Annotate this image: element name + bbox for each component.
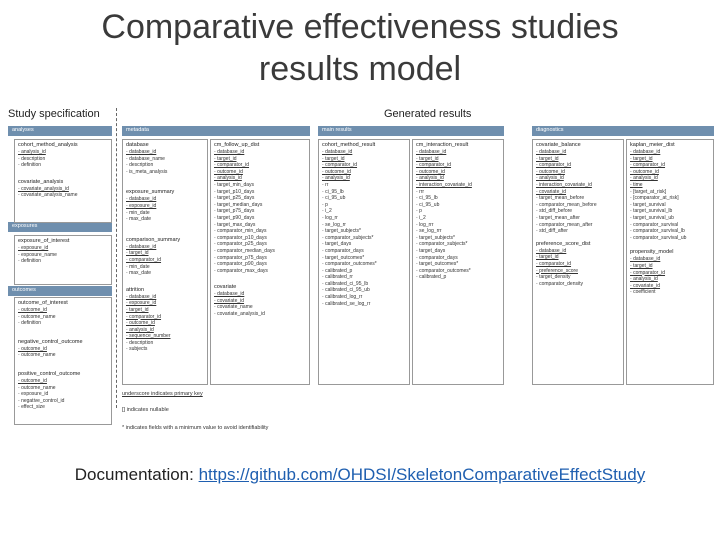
field-item: - target_min_days	[214, 182, 306, 189]
field-item: - description	[18, 156, 108, 163]
field-item: - analysis_id	[630, 175, 710, 182]
field-item: - ci_95_ub	[322, 195, 406, 202]
analyses-group	[14, 139, 112, 223]
field-item: - target_mean_after	[536, 215, 620, 222]
field-item: - database_id	[630, 149, 710, 156]
field-list	[630, 256, 710, 296]
field-item: - rr	[322, 182, 406, 189]
field-item: - outcome_name	[18, 352, 108, 359]
table-covariate	[214, 284, 306, 317]
band-diagnostics-label: diagnostics	[536, 127, 564, 133]
outcomes-group	[14, 297, 112, 425]
field-item: - comparator_id	[630, 162, 710, 169]
table-title: kaplan_meier_dist	[630, 142, 675, 148]
field-item: - target_p25_days	[214, 195, 306, 202]
field-list	[126, 244, 204, 277]
field-item: - subjects	[126, 346, 204, 353]
field-item: - definition	[18, 162, 108, 169]
field-item: - covariate_id	[630, 283, 710, 290]
table-title: outcome_of_interest	[18, 300, 68, 306]
field-item: - comparator_mean_after	[536, 222, 620, 229]
field-item: - ci_95_ub	[416, 202, 500, 209]
field-item: - se_log_rrr	[416, 228, 500, 235]
field-item: - comparator_max_days	[214, 268, 306, 275]
generated-results-label: Generated results	[384, 108, 472, 120]
table-title: cohort_method_analysis	[18, 142, 78, 148]
field-list	[214, 149, 306, 274]
field-item: - max_date	[126, 270, 204, 277]
field-item: - analysis_id	[322, 175, 406, 182]
field-list	[18, 149, 108, 169]
documentation-label: Documentation:	[74, 465, 194, 484]
table-kaplan-meier-dist	[630, 142, 710, 241]
field-item: - comparator_id	[416, 162, 500, 169]
field-list	[214, 291, 306, 317]
field-list	[18, 245, 108, 265]
field-item: - calibrated_se_log_rr	[322, 301, 406, 308]
table-database	[126, 142, 204, 175]
field-list	[322, 149, 406, 307]
field-item: - definition	[18, 258, 108, 265]
field-item: - comparator_survival_ub	[630, 235, 710, 242]
field-item: - analysis_id	[214, 175, 306, 182]
field-item: - target_id	[214, 156, 306, 163]
band-exposures-label: exposures	[12, 223, 38, 229]
table-cm-interaction-result	[416, 142, 500, 281]
field-item: - comparator_id	[630, 270, 710, 277]
field-item: - calibrated_ci_95_ub	[322, 287, 406, 294]
field-item: - calibrated_p	[322, 268, 406, 275]
field-list	[416, 149, 500, 281]
field-item: - exposure_id	[126, 300, 204, 307]
field-item: - preference_score	[536, 268, 620, 275]
table-attrition	[126, 287, 204, 353]
table-title: exposure_of_interest	[18, 238, 70, 244]
field-item: - outcome_id	[18, 307, 108, 314]
field-item: - comparator_outcomes*	[416, 268, 500, 275]
field-item: - exposure_name	[18, 252, 108, 259]
field-item: - log_rrr	[416, 222, 500, 229]
field-item: - covariate_analysis_id	[18, 186, 108, 193]
field-item: - covariate_id	[214, 298, 306, 305]
table-covariate-balance	[536, 142, 620, 235]
field-item: - database_id	[126, 244, 204, 251]
field-item: - comparator_p90_days	[214, 261, 306, 268]
field-item: - exposure_id	[18, 391, 108, 398]
field-item: - comparator_id	[322, 162, 406, 169]
table-title: cm_interaction_result	[416, 142, 469, 148]
field-item: - target_outcomes*	[416, 261, 500, 268]
field-item: - analysis_id	[18, 149, 108, 156]
table-title: covariate	[214, 284, 237, 291]
field-item: - comparator_survival	[630, 222, 710, 229]
field-item: - ci_95_lb	[322, 189, 406, 196]
field-item: - analysis_id	[416, 175, 500, 182]
field-item: - target_id	[630, 263, 710, 270]
band-outcomes-label: outcomes	[12, 287, 36, 293]
field-item: - comparator_min_days	[214, 228, 306, 235]
field-item: - interaction_covariate_id	[416, 182, 500, 189]
field-item: - is_meta_analysis	[126, 169, 204, 176]
field-item: - outcome_id	[18, 378, 108, 385]
field-item: - target_mean_before	[536, 195, 620, 202]
field-list	[18, 346, 108, 359]
field-item: - definition	[18, 320, 108, 327]
field-item: - exposure_id	[126, 203, 204, 210]
field-item: - comparator_median_days	[214, 248, 306, 255]
band-main-results-label: main results	[322, 127, 352, 133]
metadata-group-2	[210, 139, 310, 385]
field-item: - target_survival	[630, 202, 710, 209]
field-item: - covariate_name	[214, 304, 306, 311]
table-title: comparison_summary	[126, 236, 181, 243]
field-item: - database_id	[536, 248, 620, 255]
band-analyses-label: analyses	[12, 127, 34, 133]
band-metadata	[122, 126, 310, 136]
field-list	[18, 186, 108, 199]
table-cohort-method-result	[322, 142, 406, 307]
field-item: - i_2	[416, 215, 500, 222]
diagnostics-group-2	[626, 139, 714, 385]
field-item: - max_date	[126, 216, 204, 223]
field-item: - effect_size	[18, 404, 108, 411]
field-item: - sequence_number	[126, 333, 204, 340]
field-item: - calibrated_p	[416, 274, 500, 281]
page-title	[0, 6, 720, 90]
field-item: - target_id	[416, 156, 500, 163]
table-positive-control-outcome	[18, 371, 108, 411]
exposures-group	[14, 235, 112, 285]
metadata-group-1	[122, 139, 208, 385]
field-item: - comparator_p25_days	[214, 241, 306, 248]
field-item: - outcome_name	[18, 385, 108, 392]
legend-identifiability: * indicates fields with a minimum value to avoid identifiability	[122, 425, 269, 431]
field-item: - covariate_analysis_id	[214, 311, 306, 318]
table-cm-follow-up-dist	[214, 142, 306, 274]
band-exposures	[8, 222, 112, 232]
documentation-line	[0, 465, 720, 485]
field-item: - i_2	[322, 208, 406, 215]
field-item: - target_density	[536, 274, 620, 281]
band-main-results	[318, 126, 504, 136]
field-item: - [comparator_at_risk]	[630, 195, 710, 202]
field-item: - database_name	[126, 156, 204, 163]
field-item: - analysis_id	[536, 175, 620, 182]
table-title: exposure_summary	[126, 189, 175, 196]
title-line-1: Comparative effectiveness studies	[101, 8, 619, 46]
field-item: - std_diff_after	[536, 228, 620, 235]
field-item: - comparator_days	[322, 248, 406, 255]
field-item: - calibrated_rr	[322, 274, 406, 281]
field-item: - p	[322, 202, 406, 209]
legend-nullable: [] indicates nullable	[122, 407, 169, 413]
main-results-group-2	[412, 139, 504, 385]
field-item: - database_id	[214, 149, 306, 156]
field-item: - target_id	[630, 156, 710, 163]
field-list	[536, 248, 620, 288]
field-item: - target_p10_days	[214, 189, 306, 196]
field-item: - comparator_id	[126, 314, 204, 321]
field-item: - comparator_subjects*	[322, 235, 406, 242]
field-list	[126, 196, 204, 222]
field-item: - database_id	[322, 149, 406, 156]
field-item: - interaction_covariate_id	[536, 182, 620, 189]
field-item: - comparator_id	[126, 257, 204, 264]
field-item: - target_p90_days	[214, 215, 306, 222]
field-item: - outcome_id	[126, 320, 204, 327]
field-item: - outcome_id	[214, 169, 306, 176]
table-propensity-model	[630, 249, 710, 296]
band-diagnostics	[532, 126, 714, 136]
field-item: - database_id	[126, 294, 204, 301]
field-item: - target_id	[126, 250, 204, 257]
field-item: - target_p75_days	[214, 208, 306, 215]
field-item: - target_median_days	[214, 202, 306, 209]
field-item: - time	[630, 182, 710, 189]
field-item: - outcome_id	[630, 169, 710, 176]
field-item: - rrr	[416, 189, 500, 196]
table-comparison-summary	[126, 237, 204, 277]
field-item: - comparator_id	[214, 162, 306, 169]
field-item: - target_id	[126, 307, 204, 314]
table-exposure-of-interest	[18, 238, 108, 265]
diagnostics-group-1	[532, 139, 624, 385]
table-preference-score-dist	[536, 241, 620, 288]
field-item: - std_diff_before	[536, 208, 620, 215]
field-item: - target_subjects*	[416, 235, 500, 242]
table-title: attrition	[126, 286, 145, 293]
field-item: - target_outcomes*	[322, 255, 406, 262]
field-item: - outcome_id	[322, 169, 406, 176]
field-item: - target_id	[536, 254, 620, 261]
field-item: - target_days	[416, 248, 500, 255]
field-item: - target_survival_ub	[630, 215, 710, 222]
field-item: - exposure_id	[18, 245, 108, 252]
table-cohort-method-analysis	[18, 142, 108, 169]
table-title: positive_control_outcome	[18, 370, 81, 377]
field-item: - description	[126, 162, 204, 169]
field-item: - ci_95_lb	[416, 195, 500, 202]
field-item: - comparator_density	[536, 281, 620, 288]
field-item: - negative_control_id	[18, 398, 108, 405]
main-results-group-1	[318, 139, 410, 385]
field-item: - calibrated_log_rr	[322, 294, 406, 301]
field-item: - outcome_name	[18, 314, 108, 321]
field-item: - covariate_id	[536, 189, 620, 196]
field-list	[18, 378, 108, 411]
table-title: preference_score_dist	[536, 240, 591, 247]
field-list	[126, 149, 204, 175]
field-item: - log_rr	[322, 215, 406, 222]
field-item: - comparator_p75_days	[214, 255, 306, 262]
field-item: - database_id	[126, 196, 204, 203]
legend-primary-key: underscore indicates primary key	[122, 391, 203, 397]
field-item: - comparator_id	[536, 162, 620, 169]
field-item: - target_days	[322, 241, 406, 248]
table-title: covariate_balance	[536, 142, 581, 148]
field-item: - comparator_days	[416, 255, 500, 262]
field-item: - comparator_id	[536, 261, 620, 268]
field-item: - se_log_rr	[322, 222, 406, 229]
section-divider	[116, 108, 117, 408]
field-item: - target_survival_lb	[630, 208, 710, 215]
table-title: negative_control_outcome	[18, 338, 83, 345]
field-list	[536, 149, 620, 235]
field-list	[18, 307, 108, 327]
table-outcome-of-interest	[18, 300, 108, 327]
documentation-link[interactable]: https://github.com/OHDSI/SkeletonComparativeEffectStudy	[198, 465, 646, 484]
field-item: - covariate_analysis_name	[18, 192, 108, 199]
field-item: - database_id	[126, 149, 204, 156]
table-exposure-summary	[126, 189, 204, 222]
field-list	[126, 294, 204, 353]
field-item: - min_date	[126, 264, 204, 271]
field-item: - coefficient	[630, 289, 710, 296]
field-item: - database_id	[536, 149, 620, 156]
field-item: - comparator_survival_lb	[630, 228, 710, 235]
table-title: propensity_model	[630, 249, 674, 256]
field-list	[630, 149, 710, 241]
field-item: - p	[416, 208, 500, 215]
study-spec-label: Study specification	[8, 108, 100, 120]
table-title: cohort_method_result	[322, 142, 376, 148]
table-title: database	[126, 142, 149, 148]
field-item: - analysis_id	[126, 327, 204, 334]
field-item: - target_max_days	[214, 222, 306, 229]
field-item: - target_subjects*	[322, 228, 406, 235]
table-covariate-analysis	[18, 179, 108, 199]
field-item: - description	[126, 340, 204, 347]
field-item: - calibrated_ci_95_lb	[322, 281, 406, 288]
field-item: - comparator_subjects*	[416, 241, 500, 248]
field-item: - target_id	[536, 156, 620, 163]
field-item: - analysis_id	[630, 276, 710, 283]
field-item: - database_id	[630, 256, 710, 263]
field-item: - comparator_p10_days	[214, 235, 306, 242]
field-item: - outcome_id	[416, 169, 500, 176]
field-item: - database_id	[416, 149, 500, 156]
field-item: - database_id	[214, 291, 306, 298]
band-metadata-label: metadata	[126, 127, 149, 133]
field-item: - min_date	[126, 210, 204, 217]
title-line-2: results model	[258, 50, 462, 88]
table-title: covariate_analysis	[18, 178, 64, 185]
table-negative-control-outcome	[18, 339, 108, 359]
band-analyses	[8, 126, 112, 136]
field-item: - outcome_id	[18, 346, 108, 353]
field-item: - target_id	[322, 156, 406, 163]
field-item: - outcome_id	[536, 169, 620, 176]
table-title: cm_follow_up_dist	[214, 142, 260, 148]
band-outcomes	[8, 286, 112, 296]
field-item: - [target_at_risk]	[630, 189, 710, 196]
field-item: - comparator_outcomes*	[322, 261, 406, 268]
field-item: - comparator_mean_before	[536, 202, 620, 209]
